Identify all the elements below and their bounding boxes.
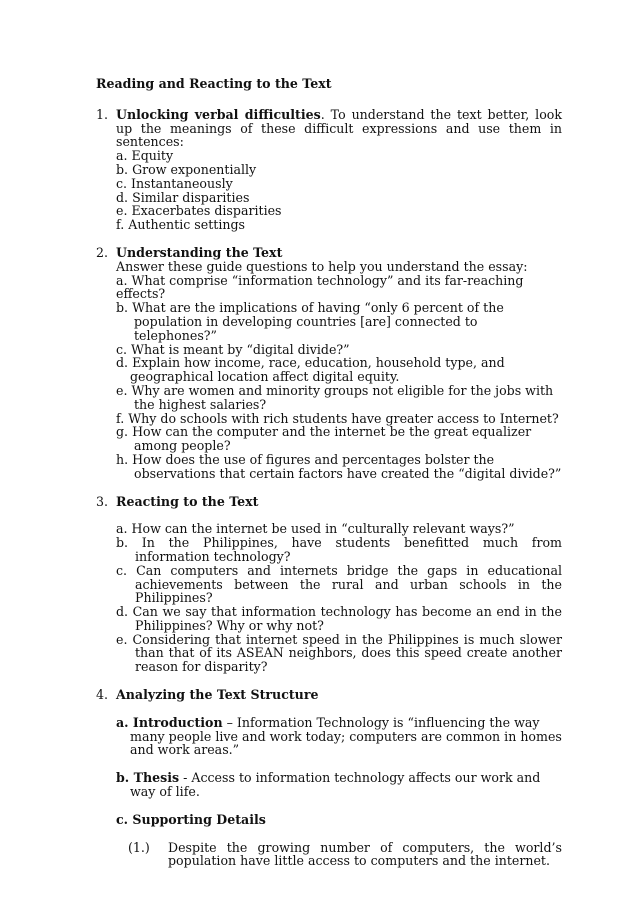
list-item: b. What are the implications of having “only 6 percent of the population in developing countries [are] connected to telephones?” xyxy=(116,300,504,343)
section-number: 2. xyxy=(96,244,109,260)
list-item: c. Can computers and internets bridge the gaps in educational achievements between the rural and urban schools in the Philippines? xyxy=(116,562,562,606)
section-heading: Reacting to the Text xyxy=(116,493,259,509)
list-item: f. Why do schools with rich students have greater access to Internet? xyxy=(116,410,559,426)
section-number: 3. xyxy=(96,493,109,509)
list-item: b. Grow exponentially xyxy=(116,161,257,177)
structure-thesis xyxy=(116,771,562,799)
thesis-text: - Access to information technology affects our work and way of life. xyxy=(130,770,541,800)
list-item: d. Explain how income, race, education, household type, and geographical location affect digital equity. xyxy=(116,355,505,385)
section-heading: Understanding the Text xyxy=(116,244,283,260)
list-item: a. Equity xyxy=(116,148,174,164)
detail-text: Despite the growing number of computers, the world’s population have little access to computers and the internet. xyxy=(168,839,562,869)
supporting-details-label: c. Supporting Details xyxy=(116,811,266,827)
section-understanding-the-text xyxy=(96,246,562,481)
section-number: 1. xyxy=(96,106,109,122)
page-title: Reading and Reacting to the Text xyxy=(96,76,332,91)
detail-number: (1.) xyxy=(128,839,150,855)
list-item: f. Authentic settings xyxy=(116,217,246,233)
list-item: h. How does the use of figures and percentages bolster the observations that certain factors have created the “digital divide?” xyxy=(116,451,562,481)
list-item: e. Exacerbates disparities xyxy=(116,203,282,219)
section-heading: Analyzing the Text Structure xyxy=(116,687,319,703)
introduction-label: a. Introduction xyxy=(116,714,223,730)
section-reacting-to-the-text xyxy=(96,495,562,675)
supporting-detail-item xyxy=(116,841,562,869)
section-number: 4. xyxy=(96,687,109,703)
list-item: d. Can we say that information technology has become an end in the Philippines? Why or why not? xyxy=(116,604,562,633)
section-unlocking-verbal-difficulties xyxy=(96,108,562,232)
section-heading: Unlocking verbal difficulties xyxy=(116,106,321,122)
list-item: e. Why are women and minority groups not eligible for the jobs with the highest salaries? xyxy=(116,382,554,412)
list-item: b. In the Philippines, have students benefitted much from information technology? xyxy=(116,535,562,564)
thesis-label: b. Thesis xyxy=(116,770,180,786)
list-item: e. Considering that internet speed in the Philippines is much slower than that of its ASEAN neighbors, does this speed create another reason for disparity? xyxy=(116,631,562,675)
section-analyzing-text-structure xyxy=(96,688,562,868)
list-item: c. What is meant by “digital divide?” xyxy=(116,341,350,357)
list-item: g. How can the computer and the internet be the great equalizer among people? xyxy=(116,424,532,454)
list-item: c. Instantaneously xyxy=(116,175,233,191)
list-item: d. Similar disparities xyxy=(116,189,250,205)
section-intro: Answer these guide questions to help you understand the essay: xyxy=(116,258,528,274)
list-item: a. What comprise “information technology” and its far-reaching effects? xyxy=(116,272,524,302)
document-page xyxy=(96,77,562,882)
introduction-text: – Information Technology is “influencing the way many people live and work today; computers are common in homes and work areas.” xyxy=(130,714,562,758)
structure-introduction xyxy=(116,716,562,757)
section-intro-text: . To understand the text better, look up the meanings of these difficult expressions and use them in sentences: xyxy=(116,106,562,150)
list-item: a. How can the internet be used in “culturally relevant ways?” xyxy=(116,521,515,537)
section-intro xyxy=(116,108,562,149)
